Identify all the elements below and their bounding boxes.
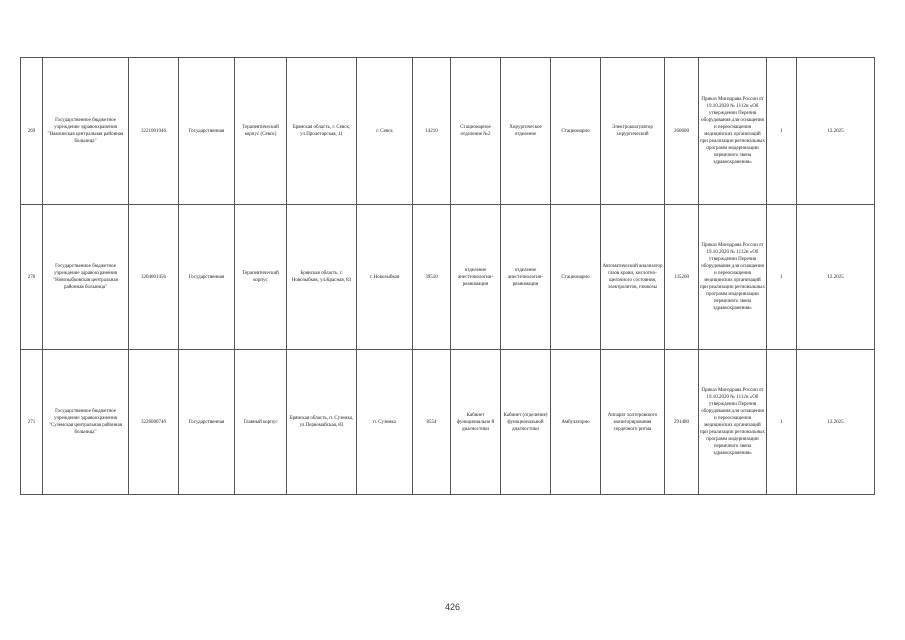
department-cell: Хирургическое отделение — [501, 58, 551, 205]
unit-cell: отделение анестезиологии-реанимации — [451, 205, 501, 350]
quantity-cell: 1 — [767, 350, 797, 495]
locality-cell: г. Севск — [357, 58, 413, 205]
table-row — [21, 350, 875, 495]
equipment-cell: Аппарат холтеровского мониторирования сердечного ритма — [601, 350, 665, 495]
inn-cell: 3221001946 — [129, 58, 179, 205]
building-cell: Терапевтический корпус (Севск) — [235, 58, 287, 205]
order-cell: Приказ Минздрава России от 19.10.2020 № 1112н «Об утверждении Перечня оборудования для оснащения и переоснащения медицинских организаций при реализации региональных программ модернизации первичного звена здравоохранения» — [699, 58, 767, 205]
equipment-code-cell: 135260 — [665, 205, 699, 350]
code-cell: 8554 — [413, 350, 451, 495]
unit-cell: Стационарное отделение №2 — [451, 58, 501, 205]
equipment-cell: Автоматический анализатор газов крови, кислотно-щелочного состояния, электролитов, глюкозы — [601, 205, 665, 350]
date-cell: 12.2025 — [797, 205, 875, 350]
inn-cell: 3226000740 — [129, 350, 179, 495]
table-row — [21, 58, 875, 205]
organization-cell: Государственное бюджетное учреждение здравоохранения "Новозыбковская центральная районная больница" — [43, 205, 129, 350]
address-cell: Брянская область, г. Севск, ул.Пролетарская, 11 — [287, 58, 357, 205]
locality-cell: п. Суземка — [357, 350, 413, 495]
order-cell: Приказ Минздрава России от 19.10.2020 № 1112н «Об утверждении Перечня оборудования для оснащения и переоснащения медицинских организаций при реализации региональных программ модернизации первичного звена здравоохранения» — [699, 350, 767, 495]
quantity-cell: 1 — [767, 58, 797, 205]
equipment-code-cell: 260600 — [665, 58, 699, 205]
unit-cell: Кабинет функционально й диагностики — [451, 350, 501, 495]
equipment-cell: Электрокоагулятор хирургический — [601, 58, 665, 205]
organization-cell: Государственное бюджетное учреждение здравоохранения "Суземская центральная районная больница" — [43, 350, 129, 495]
code-cell: 14210 — [413, 58, 451, 205]
equipment-code-cell: 291480 — [665, 350, 699, 495]
locality-cell: г. Новозыбков — [357, 205, 413, 350]
ownership-form-cell: Государственная — [179, 350, 235, 495]
department-cell: Кабинет (отделение) функциональной диагностики — [501, 350, 551, 495]
ownership-form-cell: Государственная — [179, 205, 235, 350]
department-cell: отделение анестезиологии-реанимации — [501, 205, 551, 350]
page-number: 426 — [444, 602, 461, 612]
building-cell: Терапевтический корпус — [235, 205, 287, 350]
ownership-form-cell: Государственная — [179, 58, 235, 205]
care-type-cell: Стационарно — [551, 58, 601, 205]
care-type-cell: Амбулаторно — [551, 350, 601, 495]
document-sheet — [20, 57, 875, 495]
building-cell: Главный корпус — [235, 350, 287, 495]
code-cell: 39510 — [413, 205, 451, 350]
inn-cell: 3204001456 — [129, 205, 179, 350]
row-number-cell: 269 — [21, 58, 43, 205]
date-cell: 12.2025 — [797, 58, 875, 205]
address-cell: Брянская область, г. Новозыбков, ул.Красная, 83 — [287, 205, 357, 350]
care-type-cell: Стационарно — [551, 205, 601, 350]
organization-cell: Государственное бюджетное учреждение здравоохранения "Навлинская центральная районная больница" — [43, 58, 129, 205]
table-row — [21, 205, 875, 350]
order-cell: Приказ Минздрава России от 19.10.2020 № 1112н «Об утверждении Перечня оборудования для оснащения и переоснащения медицинских организаций при реализации региональных программ модернизации первичного звена здравоохранения» — [699, 205, 767, 350]
equipment-table — [20, 57, 875, 495]
date-cell: 12.2025 — [797, 350, 875, 495]
row-number-cell: 271 — [21, 350, 43, 495]
address-cell: Брянская область, п. Суземка, ул.Первомайская, 83 — [287, 350, 357, 495]
quantity-cell: 1 — [767, 205, 797, 350]
row-number-cell: 270 — [21, 205, 43, 350]
